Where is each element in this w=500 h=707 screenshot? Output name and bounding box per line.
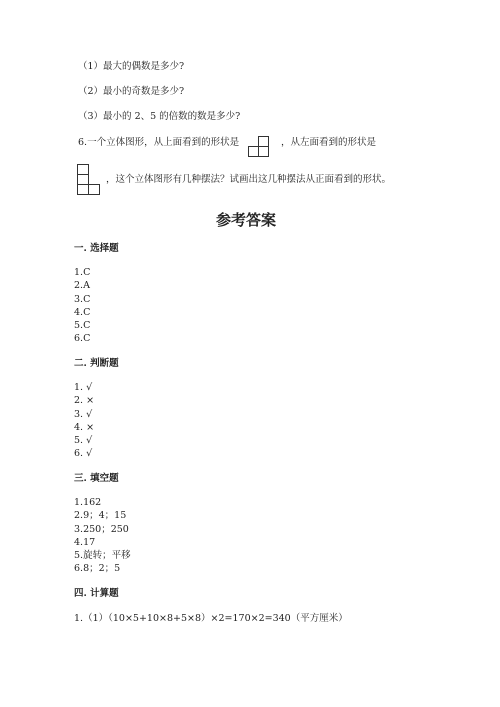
section-2-list	[74, 381, 94, 461]
list-item: 1.（1）（10×5+10×8+5×8）×2=170×2=340（平方厘米）	[74, 613, 348, 624]
section-1-list	[74, 266, 90, 346]
question-2: （2）最小的奇数是多少?	[78, 86, 185, 97]
section-2-heading: 二. 判断题	[74, 358, 119, 369]
list-item: 6.8；2；5	[74, 563, 121, 575]
list-item: 2.A	[74, 280, 90, 292]
list-item: 4.17	[74, 536, 96, 548]
question-1: （1）最大的偶数是多少?	[78, 61, 185, 72]
section-3-heading: 三. 填空题	[74, 473, 119, 484]
list-item: 3.250；250	[74, 523, 129, 535]
list-item: 5.旋转；平移	[74, 550, 131, 562]
list-item: 3. √	[74, 408, 93, 420]
list-item: 6. √	[74, 448, 93, 460]
list-item: 3.C	[74, 293, 91, 305]
list-item: 6.C	[74, 333, 91, 345]
list-item: 5. √	[74, 435, 93, 447]
list-item: 1.C	[74, 267, 91, 278]
question-6-part3: ，这个立体图形有几种摆法？试画出这几种摆法从正面看到的形状。	[106, 174, 392, 185]
answer-title: 参考答案	[216, 211, 277, 229]
left-view-shape-icon	[77, 164, 101, 196]
list-item: 4. ×	[74, 421, 95, 433]
list-item: 1. √	[74, 382, 93, 393]
list-item: 5.C	[74, 320, 91, 332]
question-3: （3）最小的 2、5 的倍数的数是多少?	[78, 111, 241, 122]
section-3-list	[74, 496, 131, 576]
top-view-shape-icon	[248, 136, 270, 158]
section-1-heading: 一. 选择题	[74, 243, 119, 254]
section-4-heading: 四. 计算题	[74, 588, 119, 599]
question-6-part2: ，从左面看到的形状是	[281, 137, 377, 148]
question-6-part1: 6.一个立体图形，从上面看到的形状是	[78, 137, 240, 148]
list-item: 4.C	[74, 306, 91, 318]
list-item: 2. ×	[74, 395, 95, 407]
section-4-list	[74, 612, 348, 625]
list-item: 1.162	[74, 497, 102, 508]
list-item: 2.9；4；15	[74, 510, 127, 522]
